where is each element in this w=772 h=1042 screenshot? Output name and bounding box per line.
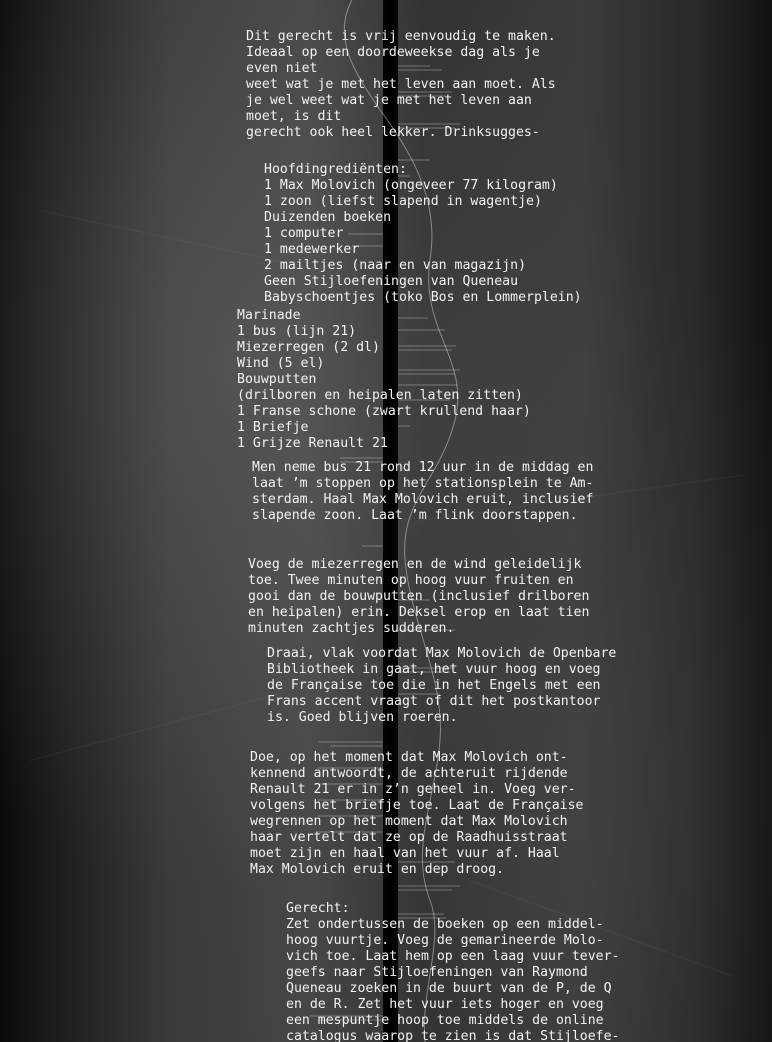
step-renault-paragraph [250, 750, 583, 878]
list-item: 1 bus (lijn 21) [237, 324, 357, 339]
text-line: Draai, vlak voordat Max Molovich de Openbare [267, 646, 617, 661]
text-line: Doe, op het moment dat Max Molovich ont- [250, 750, 568, 765]
text-line: minuten zachtjes sudderen. [248, 621, 455, 636]
text-line: Zet ondertussen de boeken op een middel- [286, 917, 604, 932]
list-item: Geen Stijloefeningen van Queneau [264, 274, 519, 289]
text-line: even niet [246, 61, 318, 76]
list-item: 1 Franse schone (zwart krullend haar) [237, 404, 531, 419]
list-item: 2 mailtjes (naar en van magazijn) [264, 258, 527, 273]
text-line: vich toe. Laat hem op een laag vuur tever- [286, 949, 620, 964]
text-line: sterdam. Haal Max Molovich eruit, inclusief [252, 492, 594, 507]
text-line: Queneau zoeken in de buurt van de P, de Q [286, 981, 612, 996]
text-line: Ideaal op een doordeweekse dag als je [246, 45, 540, 60]
text-line: kennend antwoordt, de achteruit rijdende [250, 766, 568, 781]
text-line: Renault 21 er in z’n geheel in. Voeg ver- [250, 782, 576, 797]
list-item: 1 Max Molovich (ongeveer 77 kilogram) [264, 178, 558, 193]
list-item: Wind (5 el) [237, 356, 325, 371]
text-line: slapende zoon. Laat ’m flink doorstappen. [252, 508, 578, 523]
list-item: 1 medewerker [264, 242, 360, 257]
text-line: Frans accent vraagt of dit het postkantoor [267, 694, 601, 709]
list-item: Duizenden boeken [264, 210, 392, 225]
text-line: gerecht ook heel lekker. Drinksugges- [246, 125, 540, 140]
text-line: gooi dan de bouwputten (inclusief drilboren [248, 589, 590, 604]
text-line: weet wat je met het leven aan moet. Als [246, 77, 556, 92]
text-line: Voeg de miezerregen en de wind geleidelijk [248, 557, 582, 572]
text-line: moet, is dit [246, 109, 342, 124]
text-line: Max Molovich eruit en dep droog. [250, 862, 505, 877]
text-line: Dit gerecht is vrij eenvoudig te maken. [246, 29, 556, 44]
list-item: (drilboren en heipalen laten zitten) [237, 388, 523, 403]
text-line: laat ’m stoppen op het stationsplein te Am- [252, 476, 594, 491]
text-line: geefs naar Stijloefeningen van Raymond [286, 965, 588, 980]
step-rain-paragraph [248, 557, 589, 637]
list-item: Miezerregen (2 dl) [237, 340, 380, 355]
text-line: catalogus waarop te zien is dat Stijloefe- [286, 1029, 620, 1042]
text-line: de Française toe die in het Engels met een [267, 678, 601, 693]
text-line: een mespuntje hoop toe middels de online [286, 1013, 604, 1028]
list-heading: Marinade [237, 308, 301, 323]
text-line: haar vertelt dat ze op de Raadhuisstraat [250, 830, 568, 845]
text-line: is. Goed blijven roeren. [267, 710, 458, 725]
list-item: 1 computer [264, 226, 344, 241]
step-library-paragraph [267, 646, 616, 726]
list-item: 1 zoon (liefst slapend in wagentje) [264, 194, 542, 209]
text-line: Bibliotheek in gaat, het vuur hoog en voeg [267, 662, 601, 677]
text-line: volgens het briefje toe. Laat de Française [250, 798, 584, 813]
list-item: Bouwputten [237, 372, 317, 387]
text-line: je wel weet wat je met het leven aan [246, 93, 532, 108]
text-line: hoog vuurtje. Voeg de gemarineerde Molo- [286, 933, 604, 948]
list-item: 1 Grijze Renault 21 [237, 436, 388, 451]
list-item: Babyschoentjes (toko Bos en Lommerplein) [264, 290, 582, 305]
main-ingredients-list [264, 162, 582, 306]
marinade-list [237, 308, 531, 452]
step-dish-paragraph [286, 901, 619, 1042]
list-heading: Hoofdingrediënten: [264, 162, 407, 177]
list-heading: Gerecht: [286, 901, 350, 916]
list-item: 1 Briefje [237, 420, 309, 435]
text-line: en heipalen) erin. Deksel erop en laat tien [248, 605, 590, 620]
text-line: wegrennen op het moment dat Max Molovich [250, 814, 568, 829]
text-line: Men neme bus 21 rond 12 uur in de middag en [252, 460, 594, 475]
step-bus-paragraph [252, 460, 593, 524]
text-line: moet zijn en haal van het vuur af. Haal [250, 846, 560, 861]
text-line: en de R. Zet het vuur iets hoger en voeg [286, 997, 604, 1012]
text-line: toe. Twee minuten op hoog vuur fruiten en [248, 573, 574, 588]
intro-paragraph [246, 29, 556, 141]
